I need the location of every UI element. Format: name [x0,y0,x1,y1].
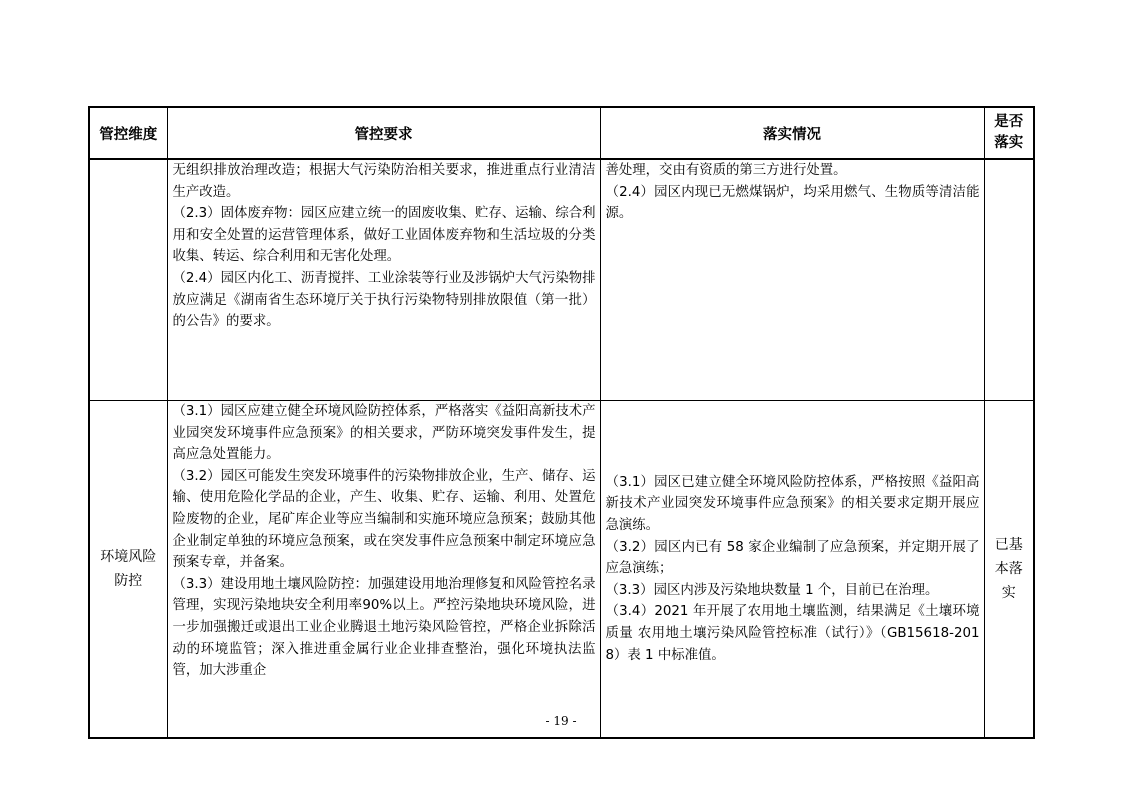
implementation-paragraph: 善处理，交由有资质的第三方进行处置。 [605,163,847,178]
header-dimension: 管控维度 [89,107,167,159]
requirement-paragraph: （2.3）固体废弃物：园区应建立统一的固废收集、贮存、运输、综合利用和安全处置的运营管理体系，做好工业固体废弃物和生活垃圾的分类收集、转运、综合利用和无害化处理。 [172,206,596,265]
control-requirements-table [88,106,1035,739]
requirement-paragraph: （3.3）建设用地土壤风险防控：加强建设用地治理修复和风险管控名录管理，实现污染地块安全利用率90%以上。严控污染地块环境风险，进一步加强搬迁或退出工业企业腾退土地污染风险管控，严格企业拆除活动的环境监管；深入推进重金属行业企业排查整治，强化环境执法监管，加大涉重企 [172,576,596,679]
dimension-cell [89,401,167,739]
requirement-paragraph: （2.4）园区内化工、沥青搅拌、工业涂装等行业及涉锅炉大气污染物排放应满足《湖南省生态环境厅关于执行污染物特别排放限值（第一批）的公告》的要求。 [172,270,596,330]
dimension-cell [89,159,167,401]
table-row [89,159,1034,401]
implementation-paragraph: （3.3）园区内涉及污染地块数量 1 个，目前已在治理。 [605,582,939,598]
implementation-cell [600,159,984,401]
table-header-row [89,107,1034,159]
requirement-cell [167,159,600,401]
requirement-cell [167,401,600,739]
implementation-paragraph: （3.4）2021 年开展了农用地土壤监测，结果满足《土壤环境质量 农用地土壤污染风险管控标准（试行）》（GB15618-2018）表 1 中标准值。 [605,604,980,663]
header-status [984,107,1034,159]
implementation-paragraph: （2.4）园区内现已无燃煤锅炉，均采用燃气、生物质等清洁能源。 [605,184,980,222]
page-number: - 19 - [545,714,577,728]
dimension-text: 环境风险防控 [100,549,157,589]
requirement-paragraph: （3.1）园区应建立健全环境风险防控体系，严格落实《益阳高新技术产业园突发环境事件应急预案》的相关要求，严防环境突发事件发生，提高应急处置能力。 [172,404,596,463]
table-row [89,401,1034,739]
header-requirement: 管控要求 [167,107,600,159]
implementation-paragraph: （3.1）园区已建立健全环境风险防控体系，严格按照《益阳高新技术产业园突发环境事件应急预案》的相关要求定期开展应急演练。 [605,474,980,534]
implementation-paragraph: （3.2）园区内已有 58 家企业编制了应急预案，并定期开展了应急演练； [605,539,980,577]
header-status-label: 是否落实 [994,114,1024,151]
status-cell [984,159,1034,401]
status-text: 已基本落实 [994,537,1023,601]
requirement-paragraph: 无组织排放治理改造；根据大气污染防治相关要求，推进重点行业清洁生产改造。 [172,163,596,200]
requirement-paragraph: （3.2）园区可能发生突发环境事件的污染物排放企业，生产、储存、运输、使用危险化学品的企业，产生、收集、贮存、运输、利用、处置危险废物的企业，尾矿库企业等应当编制和实施环境应急预案；鼓励其他企业制定单独的环境应急预案，或在突发事件应急预案中制定环境应急预案专章，并备案。 [172,468,596,571]
header-implementation: 落实情况 [600,107,984,159]
status-cell [984,401,1034,739]
implementation-cell [600,401,984,739]
